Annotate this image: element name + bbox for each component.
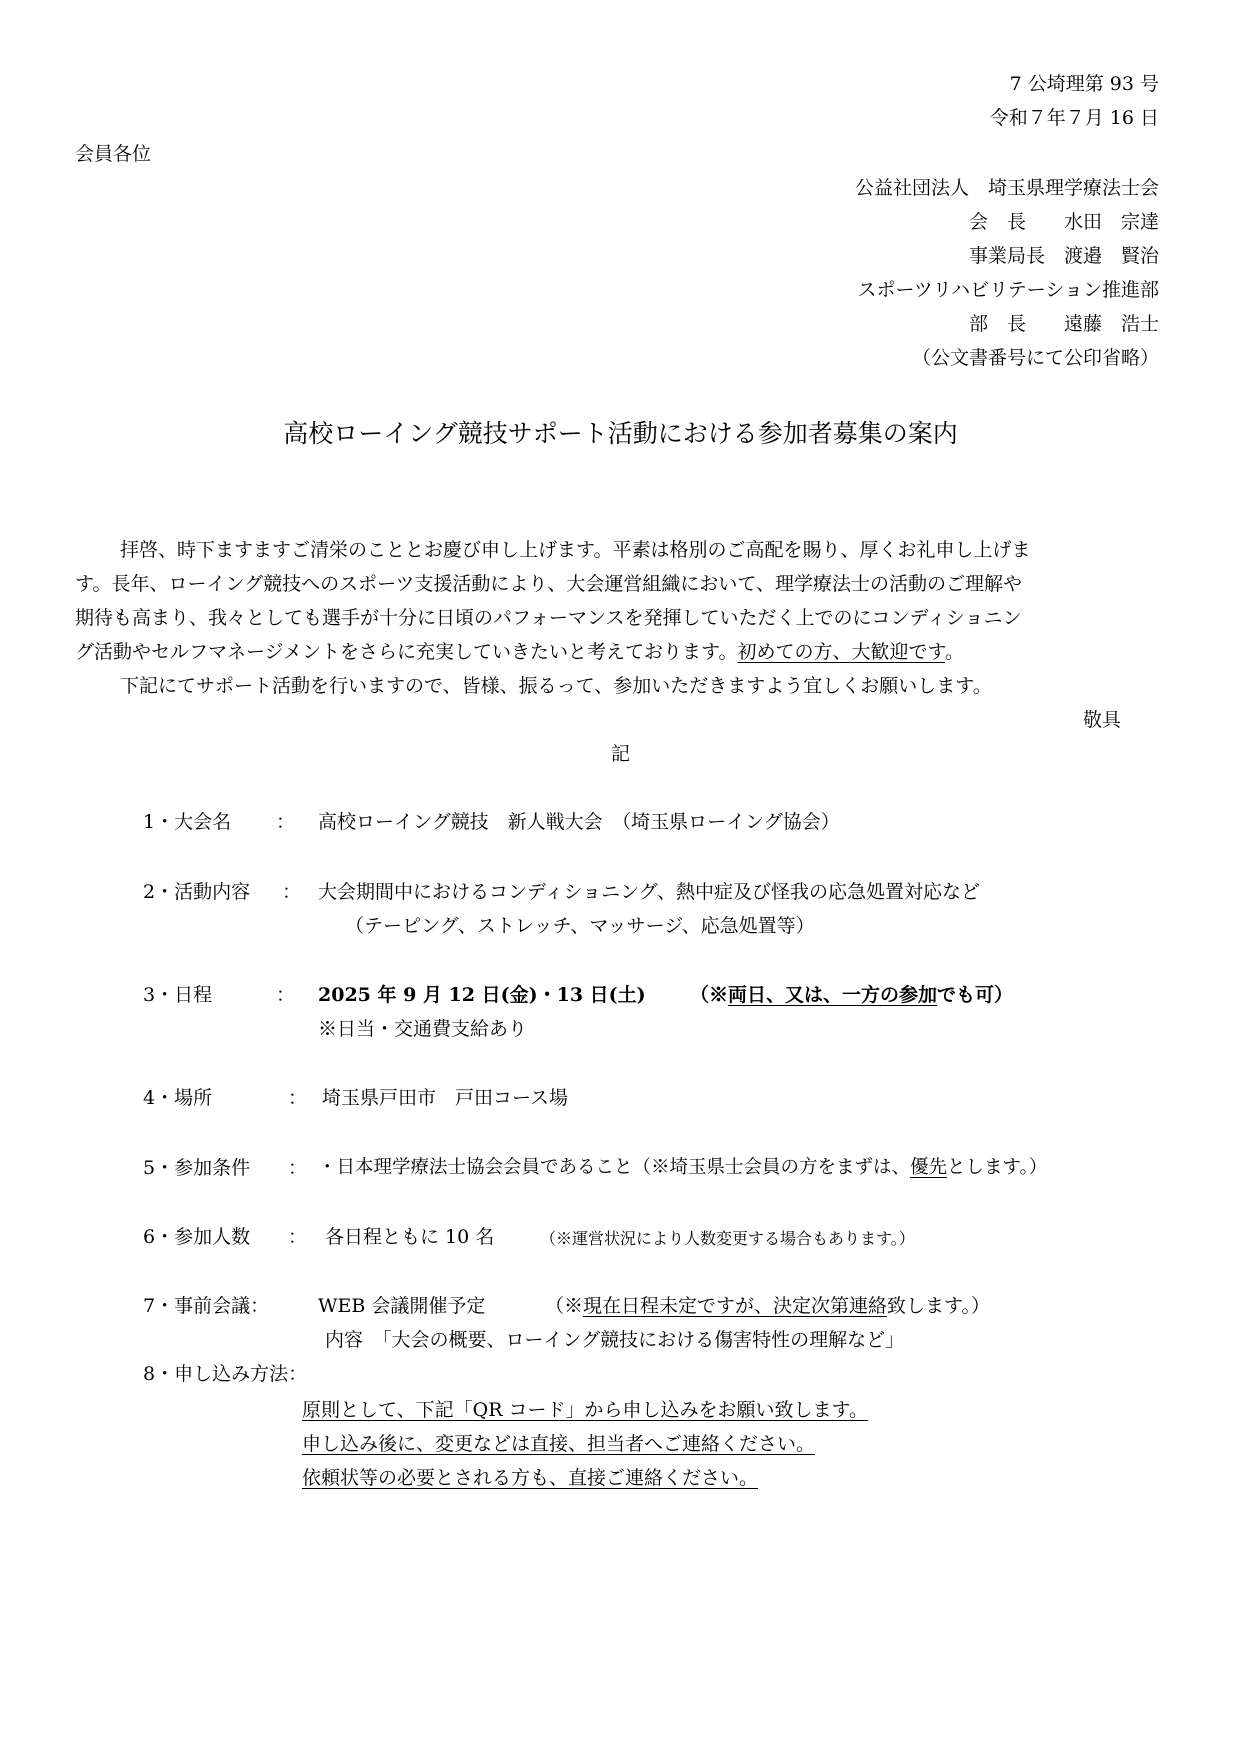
item-7-content: 内容 「大会の概要、ローイング競技における傷害特性の理解など」 (325, 1329, 905, 1351)
condition-text: とします。） (947, 1157, 1048, 1178)
item-2-value-detail: （テーピング、ストレッチ、マッサージ、応急処置等） (345, 915, 815, 937)
item-8-label: 8・申し込み方法： (143, 1363, 308, 1385)
ki-heading: 記 (610, 743, 630, 765)
application-instruction: 原則として、下記「QR コード」から申し込みをお願い致します。 (302, 1399, 869, 1421)
item-6-value: 各日程ともに 10 名 (325, 1226, 495, 1248)
item-4-label: 4・場所 (143, 1087, 213, 1109)
document-number: 7 公埼理第 93 号 (1009, 73, 1159, 95)
sender-department-head: 部 長 遠藤 浩士 (968, 313, 1159, 335)
item-colon: ： (288, 1226, 308, 1248)
item-3-label: 3・日程 (143, 984, 213, 1006)
item-6-label: 6・参加人数 (143, 1226, 251, 1248)
body-text: グ活動やセルフマネージメントをさらに充実していきたいと考えております。 (75, 641, 738, 663)
item-colon: ： (288, 1157, 308, 1179)
application-instruction: 依頼状等の必要とされる方も、直接ご連絡ください。 (302, 1467, 759, 1489)
body-paragraph-line: 期待も高まり、我々としても選手が十分に日頃のパフォーマンスを発揮していただく上でのにコンディショニン (75, 607, 1022, 629)
body-paragraph-line: 下記にてサポート活動を行いますので、皆様、振るって、参加いただきますよう宜しくお願いします。 (120, 675, 992, 697)
note-text: でも可） (937, 984, 1014, 1006)
note-text: 致します。） (887, 1295, 991, 1317)
condition-text: ・日本理学療法士協会会員であること（※埼玉県士会員の方をまずは、 (318, 1157, 911, 1178)
item-1-label: 1・大会名 (143, 811, 232, 833)
body-paragraph-line (75, 640, 964, 664)
item-7-label: 7・事前会議： (143, 1295, 270, 1317)
item-5-label: 5・参加条件 (143, 1157, 251, 1179)
note-emphasis: 現在日程未定ですが、決定次第連絡 (583, 1295, 888, 1317)
item-7-note (545, 1294, 990, 1318)
priority-emphasis: 優先 (910, 1157, 948, 1178)
item-colon: ： (282, 881, 302, 903)
item-3-note (690, 983, 1013, 1007)
sender-president: 会 長 水田 宗達 (968, 211, 1159, 233)
application-instruction: 申し込み後に、変更などは直接、担当者へご連絡ください。 (302, 1433, 816, 1455)
document-title: 高校ローイング競技サポート活動における参加者募集の案内 (283, 419, 958, 448)
sender-secretary: 事業局長 渡邉 賢治 (968, 245, 1159, 267)
body-paragraph-line: す。長年、ローイング競技へのスポーツ支援活動により、大会運営組織において、理学療法士の活動のご理解や (75, 573, 1022, 595)
item-colon: ： (276, 984, 296, 1006)
seal-omission-note: （公文書番号にて公印省略） (911, 347, 1159, 369)
item-colon: ： (288, 1087, 308, 1109)
item-3-dates: 2025 年 9 月 12 日(金)・13 日(土) (318, 984, 646, 1006)
item-4-value: 埼玉県戸田市 戸田コース場 (322, 1087, 569, 1109)
item-3-allowance-note: ※日当・交通費支給あり (318, 1018, 528, 1040)
item-5-value (318, 1156, 1047, 1180)
item-1-value: 高校ローイング競技 新人戦大会 （埼玉県ローイング協会） (318, 811, 840, 833)
item-7-value: WEB 会議開催予定 (318, 1295, 486, 1317)
body-paragraph-line: 拝啓、時下ますますご清栄のこととお慶び申し上げます。平素は格別のご高配を賜り、厚くお礼申し上げま (120, 539, 1031, 561)
note-emphasis: 両日、又は、一方の参加 (728, 984, 938, 1006)
welcome-emphasis: 初めての方、大歓迎です (737, 641, 946, 663)
closing-keigu: 敬具 (1082, 709, 1121, 731)
item-6-note: （※運営状況により人数変更する場合もあります。） (540, 1229, 915, 1248)
body-text: 。 (945, 641, 965, 663)
recipient: 会員各位 (75, 143, 152, 165)
item-2-label: 2・活動内容 (143, 881, 251, 903)
sender-organization: 公益社団法人 埼玉県理学療法士会 (854, 177, 1159, 199)
note-text: （※ (690, 984, 729, 1006)
document-date: 令和７年７月 16 日 (989, 107, 1159, 129)
sender-department: スポーツリハビリテーション推進部 (857, 279, 1159, 301)
item-2-value: 大会期間中におけるコンディショニング、熱中症及び怪我の応急処置対応など (318, 881, 980, 903)
item-colon: ： (276, 811, 296, 833)
note-text: （※ (545, 1295, 584, 1317)
